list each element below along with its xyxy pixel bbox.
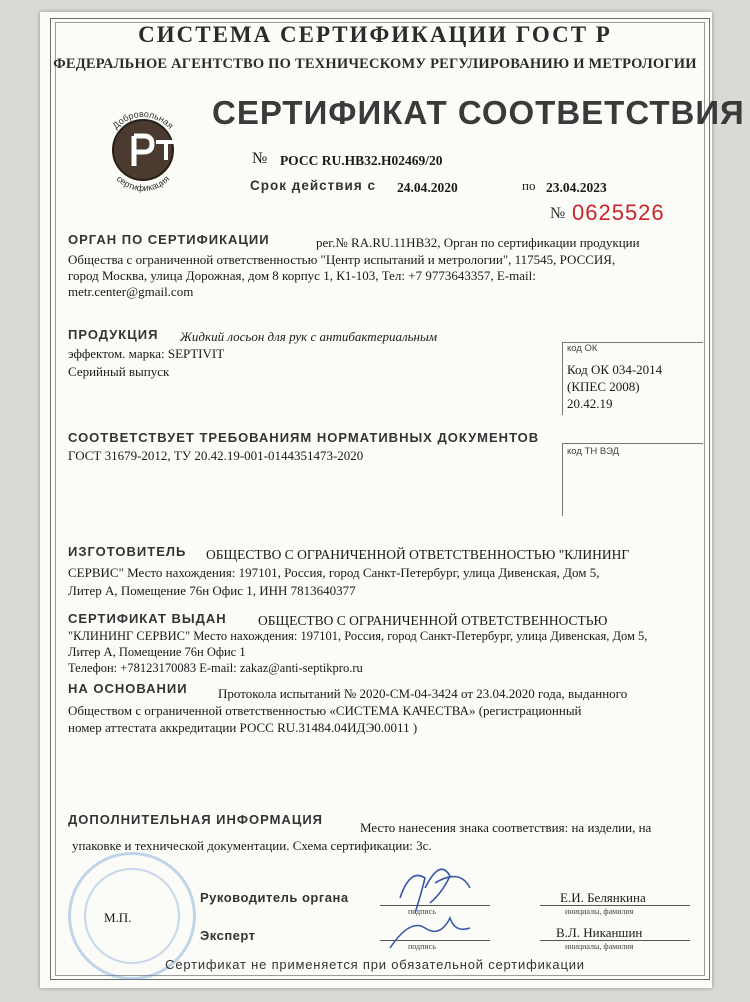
serial-prefix: № bbox=[550, 205, 566, 222]
tnved-box-label: код ТН ВЭД bbox=[567, 446, 620, 457]
ok-box-label: код ОК bbox=[567, 343, 598, 354]
head-sign-sub: подпись bbox=[408, 907, 436, 916]
mp-label: М.П. bbox=[104, 910, 132, 925]
rst-logo-icon bbox=[94, 100, 192, 198]
organ-line-4: metr.center@gmail.com bbox=[68, 284, 194, 299]
organ-line-3: город Москва, улица Дорожная, дом 8 корпус 1, К1-103, Тел: +7 9773643357, E-mail: bbox=[68, 268, 536, 283]
agency-header: ФЕДЕРАЛЬНОЕ АГЕНТСТВО ПО ТЕХНИЧЕСКОМУ РЕГУЛИРОВАНИЮ И МЕТРОЛОГИИ bbox=[53, 56, 697, 72]
product-label: ПРОДУКЦИЯ bbox=[68, 327, 159, 342]
basis-label: НА ОСНОВАНИИ bbox=[68, 681, 188, 696]
issued-line-4: Телефон: +78123170083 E-mail: zakaz@anti-septikpro.ru bbox=[68, 661, 363, 675]
additional-line-2: упаковке и технической документации. Схема сертификации: 3с. bbox=[72, 838, 432, 853]
basis-line-1: Протокола испытаний № 2020-СМ-04-3424 от 23.04.2020 года, выданного bbox=[218, 686, 628, 701]
issued-line-1: ОБЩЕСТВО С ОГРАНИЧЕННОЙ ОТВЕТСТВЕННОСТЬЮ bbox=[258, 613, 608, 628]
product-line-3: Серийный выпуск bbox=[68, 364, 170, 379]
manufacturer-line-2: СЕРВИС" Место нахождения: 197101, Россия, город Санкт-Петербург, улица Дивенская, Дом 5, bbox=[68, 565, 600, 580]
basis-line-3: номер аттестата аккредитации РОСС RU.31484.04ИДЭ0.0011 ) bbox=[68, 720, 418, 735]
logo-bottom-text: сертификация bbox=[114, 173, 172, 194]
organ-line-1: рег.№ RA.RU.11НВ32, Орган по сертификации продукции bbox=[316, 235, 640, 250]
logo-top-text: Добровольная bbox=[110, 108, 176, 131]
number-prefix: № bbox=[252, 150, 268, 167]
expert-name: В.Л. Никаншин bbox=[556, 925, 643, 940]
head-label: Руководитель органа bbox=[200, 890, 349, 905]
conformity-label: СООТВЕТСТВУЕТ ТРЕБОВАНИЯМ НОРМАТИВНЫХ ДОКУМЕНТОВ bbox=[68, 430, 540, 445]
serial-number: 0625526 bbox=[572, 200, 665, 225]
valid-from: 24.04.2020 bbox=[397, 180, 458, 195]
ok-line-2: (КПЕС 2008) bbox=[567, 379, 640, 394]
head-name-line bbox=[540, 905, 690, 906]
system-header: СИСТЕМА СЕРТИФИКАЦИИ ГОСТ Р bbox=[138, 22, 612, 47]
valid-to-label: по bbox=[522, 178, 536, 193]
ok-line-1: Код ОК 034-2014 bbox=[567, 362, 663, 377]
product-line-1: Жидкий лосьон для рук с антибактериальным bbox=[180, 329, 438, 344]
seal-inner-ring bbox=[84, 868, 180, 964]
valid-to: 23.04.2023 bbox=[546, 180, 607, 195]
ok-line-3: 20.42.19 bbox=[567, 396, 613, 411]
basis-line-2: Обществом с ограниченной ответственностью «СИСТЕМА КАЧЕСТВА» (регистрационный bbox=[68, 703, 582, 718]
issued-line-3: Литер А, Помещение 76н Офис 1 bbox=[68, 645, 246, 659]
expert-name-line bbox=[540, 940, 690, 941]
additional-line-1: Место нанесения знака соответствия: на изделии, на bbox=[360, 820, 652, 835]
manufacturer-label: ИЗГОТОВИТЕЛЬ bbox=[68, 544, 187, 559]
head-name: Е.И. Белянкина bbox=[560, 890, 646, 905]
product-line-2: эффектом. марка: SEPTIVIT bbox=[68, 346, 225, 361]
manufacturer-line-1: ОБЩЕСТВО С ОГРАНИЧЕННОЙ ОТВЕТСТВЕННОСТЬЮ "КЛИНИНГ bbox=[206, 547, 630, 562]
additional-label: ДОПОЛНИТЕЛЬНАЯ ИНФОРМАЦИЯ bbox=[68, 812, 324, 827]
organ-label: ОРГАН ПО СЕРТИФИКАЦИИ bbox=[68, 232, 270, 247]
footer-note: Сертификат не применяется при обязательной сертификации bbox=[165, 957, 585, 972]
certificate-title: СЕРТИФИКАТ СООТВЕТСТВИЯ bbox=[212, 94, 745, 131]
validity-label: Срок действия с bbox=[250, 178, 376, 193]
expert-name-sub: инициалы, фамилия bbox=[565, 942, 634, 951]
signature-scribble-icon bbox=[380, 858, 490, 958]
certificate-number: РОСС RU.НВ32.Н02469/20 bbox=[280, 153, 443, 168]
conformity-line-1: ГОСТ 31679-2012, ТУ 20.42.19-001-0144351473-2020 bbox=[68, 448, 364, 463]
expert-label: Эксперт bbox=[200, 928, 256, 943]
issued-line-2: "КЛИНИНГ СЕРВИС" Место нахождения: 197101, Россия, город Санкт-Петербург, улица Дивенская, Дом 5, bbox=[68, 629, 648, 643]
head-name-sub: инициалы, фамилия bbox=[565, 907, 634, 916]
expert-sign-sub: подпись bbox=[408, 942, 436, 951]
organ-line-2: Общества с ограниченной ответственностью "Центр испытаний и метрологии", 117545, РОССИЯ, bbox=[68, 252, 616, 267]
manufacturer-line-3: Литер А, Помещение 76н Офис 1, ИНН 7813640377 bbox=[68, 583, 356, 598]
issued-label: СЕРТИФИКАТ ВЫДАН bbox=[68, 611, 227, 626]
